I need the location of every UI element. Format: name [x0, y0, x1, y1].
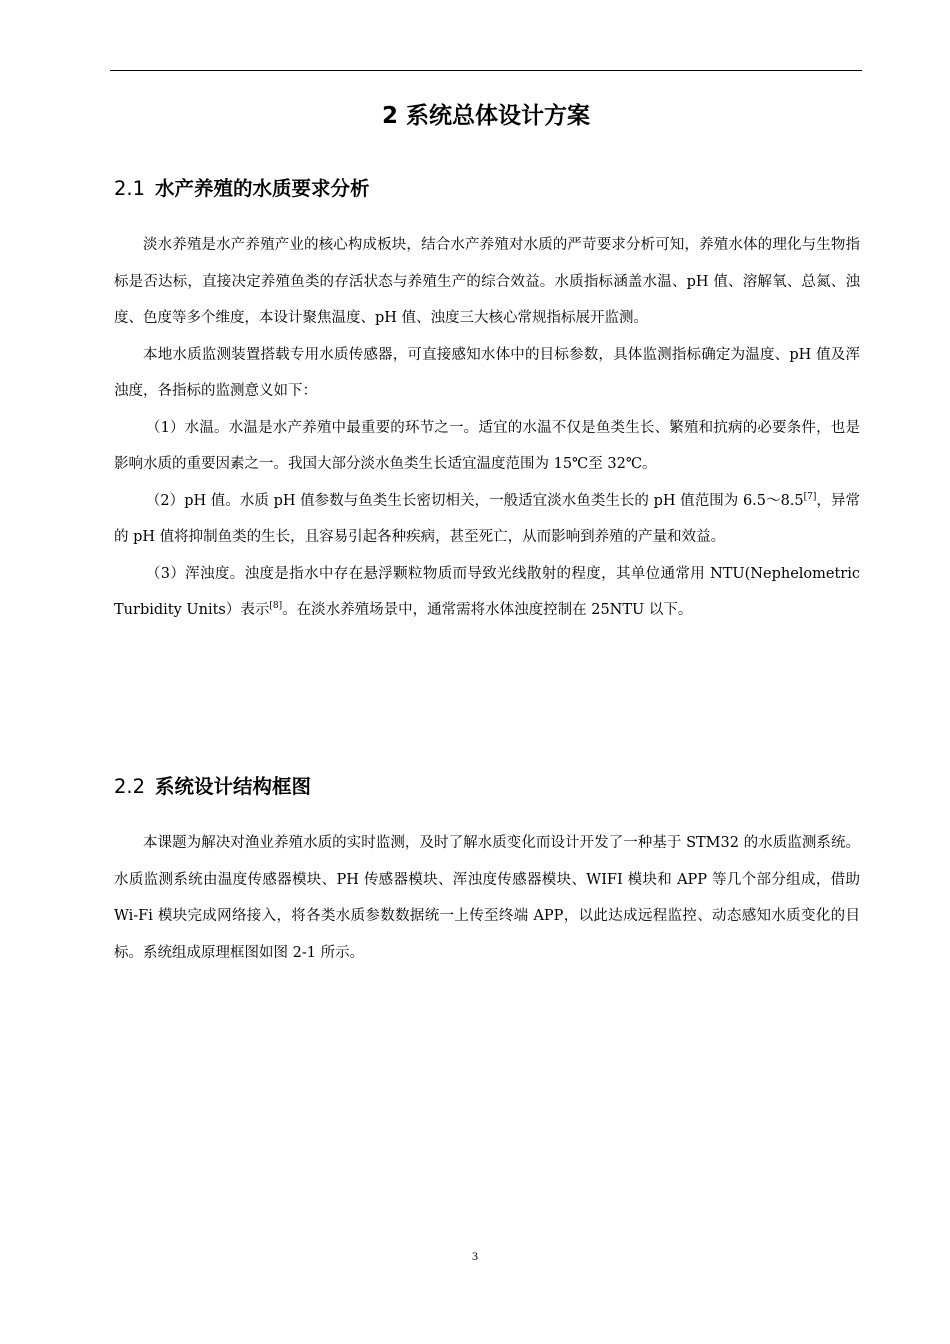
turbidity-item-text-cont: 。在淡水养殖场景中，通常需将水体浊度控制在 25NTU 以下。 [282, 602, 693, 618]
section-heading-2-1 [114, 175, 370, 203]
turbidity-item-text: （3）浑浊度。浊度是指水中存在悬浮颗粒物质而导致光线散射的程度，其单位通常用 NTU(Nephelometric Turbidity Units）表示 [114, 565, 860, 618]
water-temperature-item: （1）水温。水温是水产养殖中最重要的环节之一。适宜的水温不仅是鱼类生长、繁殖和抗病的必要条件，也是影响水质的重要因素之一。我国大部分淡水鱼类生长适宜温度范围为 15℃至 32℃。 [114, 419, 860, 472]
header-rule [110, 70, 862, 71]
turbidity-item [114, 556, 860, 629]
page-number: 3 [472, 1249, 478, 1263]
citation-ref: [8] [269, 601, 283, 612]
paragraph: 本地水质监测装置搭载专用水质传感器，可直接感知水体中的目标参数，具体监测指标确定为温度、pH 值及浑浊度，各指标的监测意义如下： [114, 346, 860, 399]
section-number: 2.1 [114, 177, 146, 200]
section-title: 系统设计结构框图 [155, 775, 312, 798]
ph-item [114, 483, 860, 556]
paragraph: 淡水养殖是水产养殖产业的核心构成板块，结合水产养殖对水质的严苛要求分析可知，养殖水体的理化与生物指标是否达标，直接决定养殖鱼类的存活状态与养殖生产的综合效益。水质指标涵盖水温、pH 值、溶解氧、总氮、浊度、色度等多个维度，本设计聚焦温度、pH 值、浊度三大核心常规指标展开监测。 [114, 237, 860, 326]
ph-item-text-cont: ，异常的 pH 值将抑制鱼类的生长，且容易引起各种疾病，甚至死亡，从而影响到养殖的产量和效益。 [114, 492, 861, 545]
chapter-title: 2 系统总体设计方案 [381, 103, 590, 129]
citation-ref: [7] [803, 491, 817, 502]
ph-item-text: （2）pH 值。水质 pH 值参数与鱼类生长密切相关，一般适宜淡水鱼类生长的 pH 值范围为 6.5～8.5 [145, 492, 804, 509]
paragraph: 本课题为解决对渔业养殖水质的实时监测，及时了解水质变化而设计开发了一种基于 STM32 的水质监测系统。水质监测系统由温度传感器模块、PH 传感器模块、浑浊度传感器模块、WIFI 模块和 APP 等几个部分组成，借助 Wi-Fi 模块完成网络接入，将各类水质参数数据统一上传至终端 APP，以此达成远程监控、动态感知水质变化的目标。系统组成原理框图如图 2-1 所示。 [114, 835, 860, 961]
section-number: 2.2 [114, 775, 146, 798]
section-2-1-body [114, 227, 860, 629]
section-2-2-body [114, 825, 860, 971]
section-heading-2-2 [114, 773, 311, 801]
section-title: 水产养殖的水质要求分析 [155, 177, 370, 200]
